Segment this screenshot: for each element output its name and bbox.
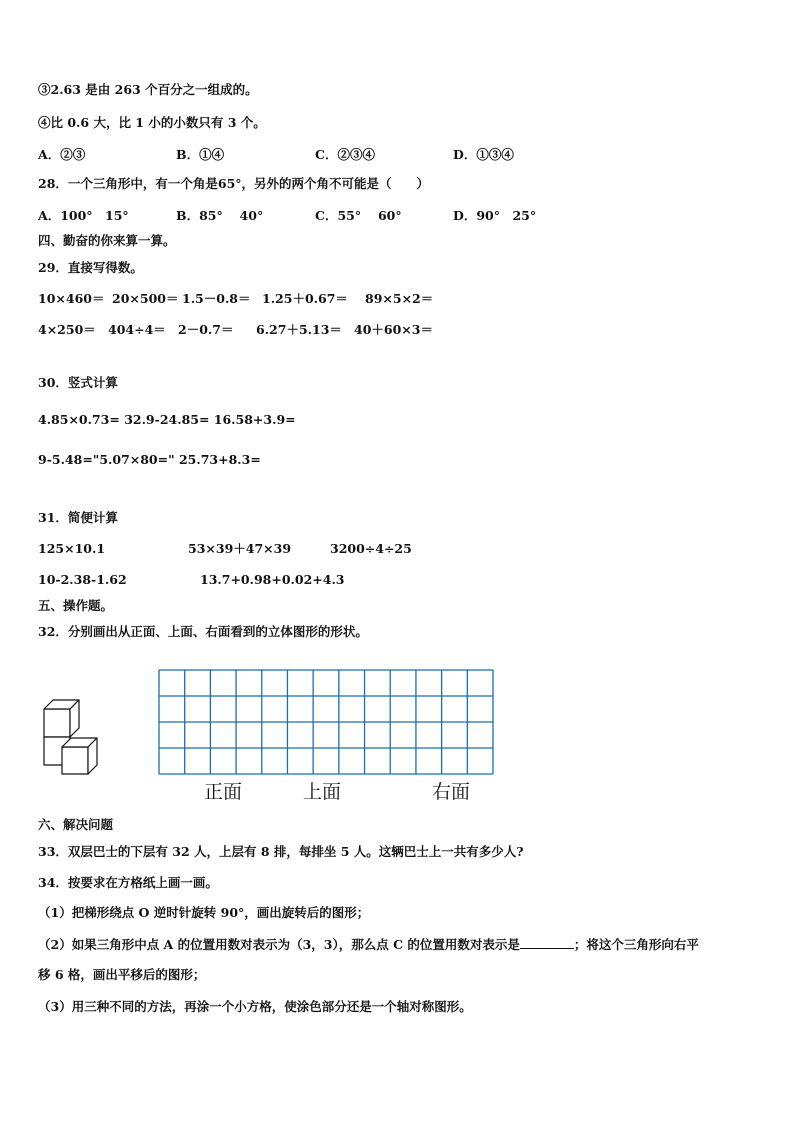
q29-title: 29．直接写得数。 (38, 260, 143, 275)
q27-option-b[interactable]: B．①④ (176, 147, 225, 162)
section-4-title: 四、勤奋的你来算一算。 (38, 233, 176, 248)
q31-r1-c2: 53×39＋47×39 (188, 541, 292, 556)
cube-stack-figure (38, 698, 110, 776)
q30-line-1: 4.85×0.73= 32.9-24.85= 16.58+3.9= (38, 412, 296, 427)
q28-option-b[interactable]: B．85° 40° (176, 208, 264, 223)
q29-r2-c1: 4×250＝ (38, 322, 96, 337)
q31-r1-c3: 3200÷4÷25 (330, 541, 412, 556)
q31-title: 31．简便计算 (38, 510, 118, 525)
drawing-grid[interactable] (158, 669, 494, 775)
q28-option-d[interactable]: D．90° 25° (453, 208, 537, 223)
q27-option-c[interactable]: C．②③④ (315, 147, 375, 162)
q28-stem: 28．一个三角形中，有一个角是65°，另外的两个角不可能是（ ） (38, 176, 430, 191)
q34-part-2-continued: 移 6 格，画出平移后的图形； (38, 967, 206, 982)
q29-r2-c4: 6.27＋5.13＝ (256, 322, 342, 337)
q30-line-2: 9-5.48="5.07×80=" 25.73+8.3= (38, 452, 261, 467)
q34-part-2-text-a: （2）如果三角形中点 A 的位置用数对表示为（3，3），那么点 C 的位置用数对表示是 (38, 937, 520, 952)
q29-r2-c5: 40＋60×3＝ (354, 322, 433, 337)
q31-r1-c1: 125×10.1 (38, 541, 106, 556)
q29-r2-c3: 2－0.7＝ (178, 322, 234, 337)
label-front-view: 正面 (204, 781, 243, 803)
q27-option-d[interactable]: D．①③④ (453, 147, 514, 162)
q29-r2-c2: 404÷4＝ (108, 322, 166, 337)
label-top-view: 上面 (303, 781, 342, 803)
q29-r1-c5: 89×5×2＝ (365, 291, 434, 306)
section-5-title: 五、操作题。 (38, 598, 114, 613)
q34-part-3: （3）用三种不同的方法，再涂一个小方格，使涂色部分还是一个轴对称图形。 (38, 999, 472, 1014)
section-6-title: 六、解决问题 (38, 817, 114, 832)
q27-statement-3: ③2.63 是由 263 个百分之一组成的。 (38, 82, 258, 97)
q29-r1-c3: 1.5－0.8＝ (182, 291, 251, 306)
q27-statement-4: ④比 0.6 大，比 1 小的小数只有 3 个。 (38, 115, 266, 130)
label-right-view: 右面 (432, 781, 471, 803)
q34-part-2-line (38, 936, 699, 953)
q30-title: 30．竖式计算 (38, 375, 118, 390)
q34-part-2-text-b: ；将这个三角形向右平 (573, 937, 699, 952)
q28-option-a[interactable]: A．100° 15° (38, 208, 129, 223)
q27-option-a[interactable]: A．②③ (38, 147, 86, 162)
q34-stem: 34．按要求在方格纸上画一画。 (38, 875, 218, 890)
q29-r1-c2: 20×500＝ (112, 291, 179, 306)
q31-r2-c2: 13.7+0.98+0.02+4.3 (200, 572, 345, 587)
q31-r2-c1: 10-2.38-1.62 (38, 572, 127, 587)
q28-option-c[interactable]: C．55° 60° (315, 208, 402, 223)
q29-r1-c1: 10×460＝ (38, 291, 105, 306)
q32-stem: 32．分别画出从正面、上面、右面看到的立体图形的形状。 (38, 624, 368, 639)
q29-r1-c4: 1.25＋0.67＝ (262, 291, 348, 306)
q34-answer-blank[interactable] (520, 936, 574, 949)
q34-part-1: （1）把梯形绕点 O 逆时针旋转 90°，画出旋转后的图形； (38, 905, 370, 920)
q33-stem: 33．双层巴士的下层有 32 人，上层有 8 排，每排坐 5 人。这辆巴士上一共有多少人? (38, 844, 524, 859)
